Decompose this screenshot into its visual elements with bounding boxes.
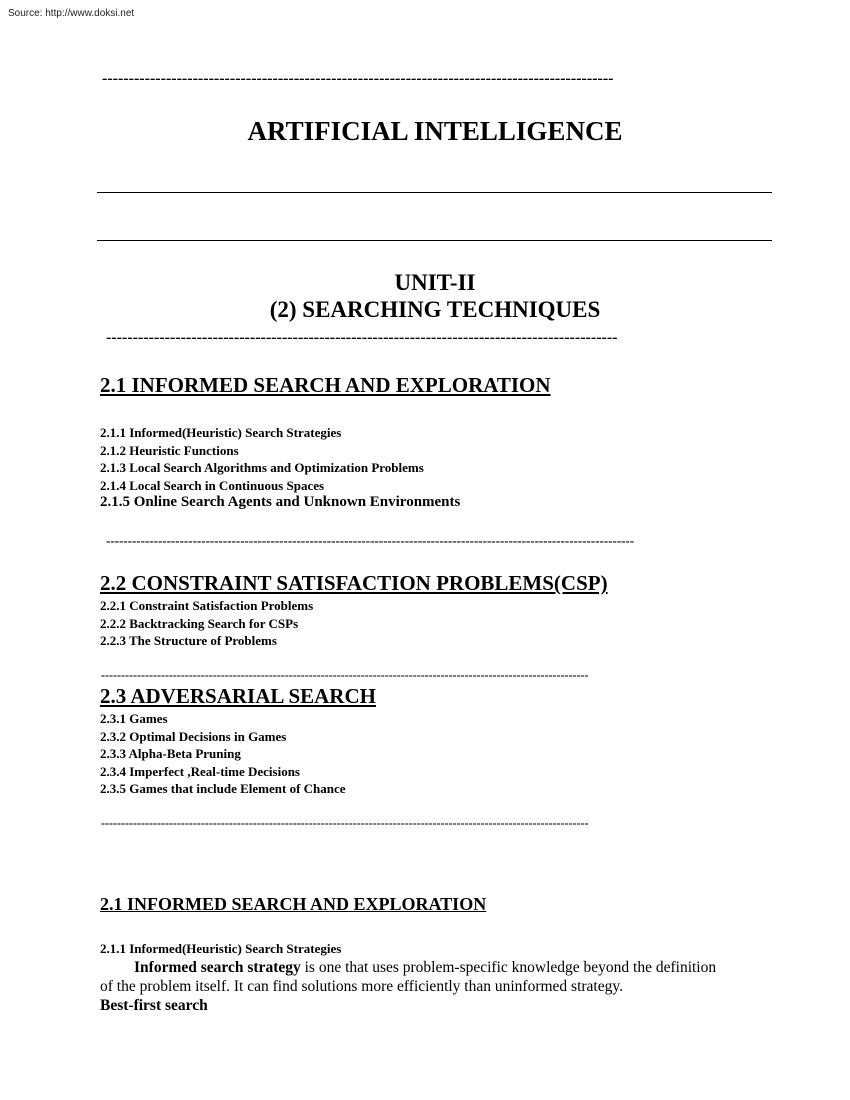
toc-section-heading: 2.1 INFORMED SEARCH AND EXPLORATION [100, 373, 551, 397]
toc-item: 2.3.5 Games that include Element of Chance [100, 781, 346, 796]
dashed-separator: -------------------------------------------------------------------------------------------------------------------------- [101, 668, 589, 682]
toc-item: 2.3.2 Optimal Decisions in Games [100, 728, 287, 744]
paragraph-line: of the problem itself. It can find solutions more efficiently than uninformed strategy. [100, 978, 623, 995]
toc-item: 2.1.4 Local Search in Continuous Spaces [100, 477, 325, 493]
dashed-separator: ------------------------------------------------------------------------------------------------ [106, 329, 618, 346]
section-heading: 2.1 INFORMED SEARCH AND EXPLORATION [100, 894, 487, 914]
toc-item: 2.1.3 Local Search Algorithms and Optimization Problems [100, 460, 424, 475]
toc-item: 2.1.2 Heuristic Functions [100, 442, 239, 458]
document-title: ARTIFICIAL INTELLIGENCE [247, 116, 623, 146]
unit-heading: UNIT-II [394, 270, 476, 295]
paragraph-text: is one that uses problem-specific knowledge beyond the definition [300, 959, 717, 976]
toc-item: 2.3.3 Alpha-Beta Pruning [100, 746, 241, 761]
toc-item: 2.2.3 The Structure of Problems [100, 633, 277, 648]
toc-item: 2.1.5 Online Search Agents and Unknown Environments [100, 494, 461, 510]
horizontal-rule [97, 192, 772, 193]
toc-item: 2.2.2 Backtracking Search for CSPs [100, 615, 299, 631]
toc-item: 2.1.1 Informed(Heuristic) Search Strategies [100, 425, 342, 440]
best-first-heading: Best-first search [100, 997, 208, 1014]
dashed-separator: -------------------------------------------------------------------------------------------------------------------------- [106, 533, 635, 548]
subsection-heading: 2.1.1 Informed(Heuristic) Search Strategies [100, 941, 342, 956]
horizontal-rule [97, 240, 772, 241]
toc-item: 2.3.1 Games [100, 711, 168, 726]
toc-section-heading: 2.3 ADVERSARIAL SEARCH [100, 684, 376, 708]
unit-subtitle: (2) SEARCHING TECHNIQUES [269, 297, 601, 322]
toc-section-heading: 2.2 CONSTRAINT SATISFACTION PROBLEMS(CSP) [100, 571, 608, 595]
source-label: Source: http://www.doksi.net [8, 8, 135, 19]
dashed-separator-top: ------------------------------------------------------------------------------------------------ [102, 70, 614, 87]
paragraph [100, 958, 780, 977]
toc-item: 2.2.1 Constraint Satisfaction Problems [100, 598, 314, 613]
toc-item: 2.3.4 Imperfect ,Real-time Decisions [100, 763, 300, 779]
dashed-separator: -------------------------------------------------------------------------------------------------------------------------- [101, 816, 589, 830]
bold-term: Informed search strategy [134, 959, 301, 976]
